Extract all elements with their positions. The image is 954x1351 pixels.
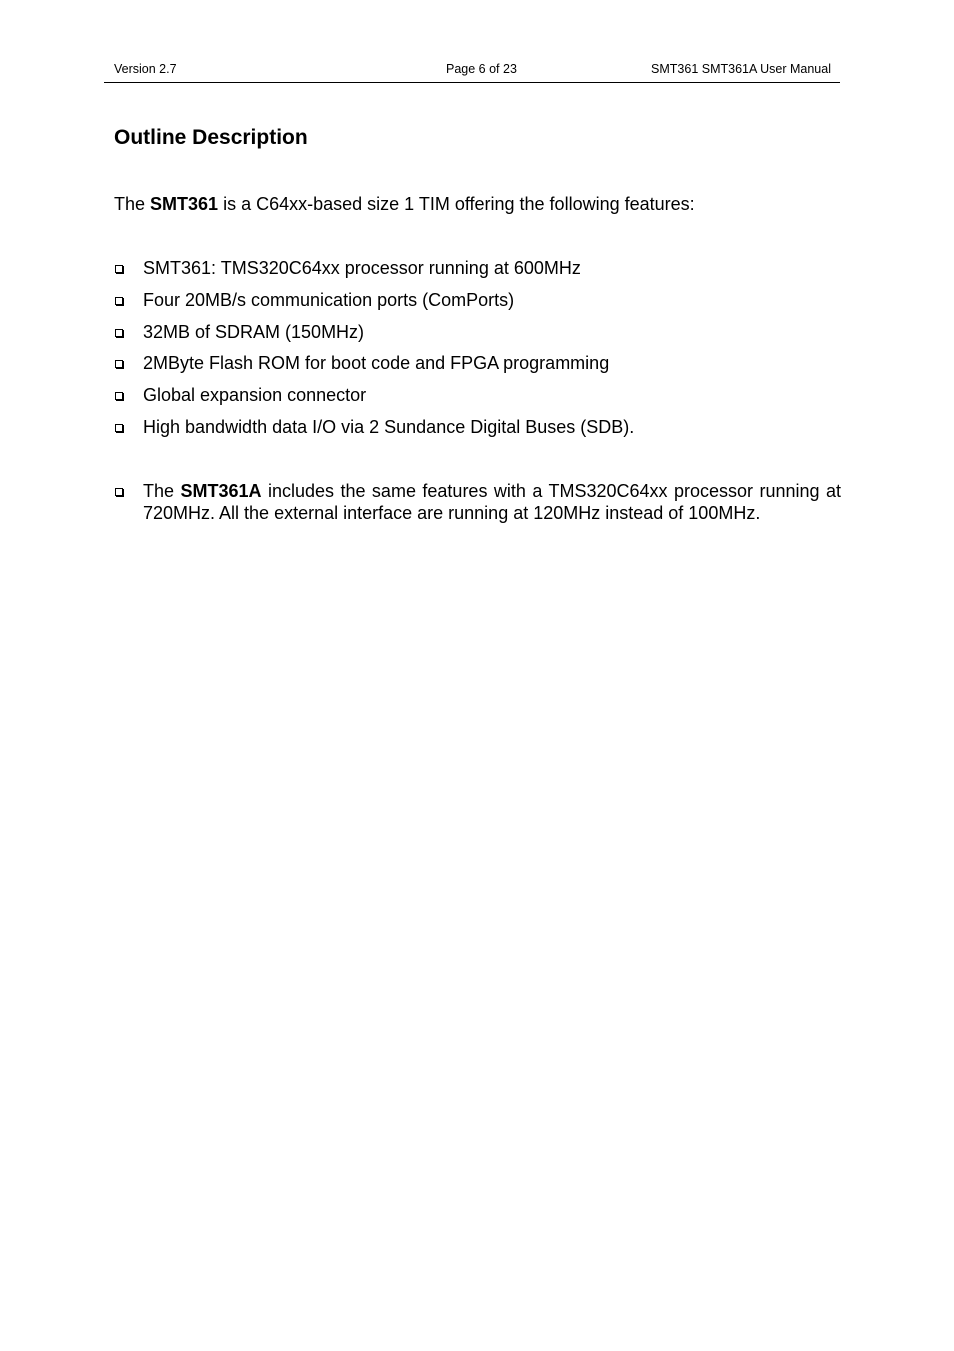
feature-list: [114, 257, 841, 448]
list-item: [114, 289, 841, 321]
section-title: Outline Description: [114, 126, 308, 149]
checkbox-bullet-icon: [115, 360, 123, 368]
checkbox-bullet-icon: [115, 329, 123, 337]
intro-suffix: is a C64xx-based size 1 TIM offering the following features:: [218, 194, 695, 214]
feature-text: Four 20MB/s communication ports (ComPorts): [143, 289, 515, 310]
list-item: [114, 416, 841, 448]
header-manual-title: SMT361 SMT361A User Manual: [651, 62, 831, 76]
checkbox-bullet-icon: [115, 392, 123, 400]
feature-text: Global expansion connector: [143, 385, 367, 406]
smt361a-note: [114, 480, 841, 524]
feature-text: 32MB of SDRAM (150MHz): [143, 321, 365, 342]
feature-text: High bandwidth data I/O via 2 Sundance Digital Buses (SDB).: [143, 416, 635, 437]
page-header: [104, 62, 840, 83]
checkbox-bullet-icon: [115, 488, 123, 496]
list-item: [114, 352, 841, 384]
intro-product-name: SMT361: [150, 194, 219, 214]
header-page-number: Page 6 of 23: [446, 62, 517, 76]
feature-text: SMT361: TMS320C64xx processor running at 600MHz: [143, 258, 581, 278]
list-item: [114, 384, 841, 416]
list-item: [114, 321, 841, 353]
checkbox-bullet-icon: [115, 265, 123, 273]
note-prefix: The: [143, 481, 181, 501]
note-product-name: SMT361A: [180, 481, 262, 501]
list-item: [114, 257, 841, 289]
intro-prefix: The: [114, 194, 151, 214]
note-text: includes the same features with a TMS320C64xx processor running at 720MHz. All the external interface are running at 120MHz instead of 100MHz.: [143, 481, 841, 523]
feature-text: 2MByte Flash ROM for boot code and FPGA programming: [143, 353, 610, 374]
header-version: Version 2.7: [114, 62, 177, 76]
checkbox-bullet-icon: [115, 297, 123, 305]
checkbox-bullet-icon: [115, 424, 123, 432]
intro-paragraph: [114, 194, 695, 215]
